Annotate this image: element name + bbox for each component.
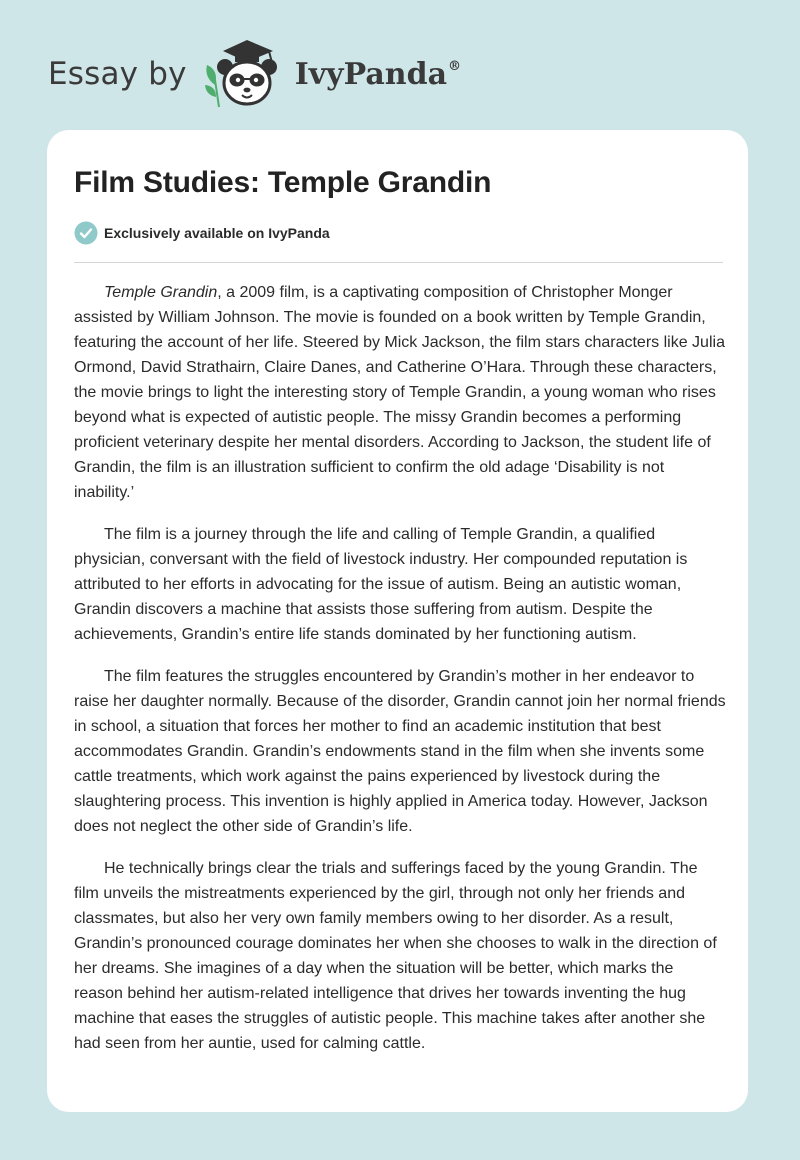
- divider: [74, 262, 723, 263]
- paragraph: [74, 280, 726, 505]
- essay-body: [74, 280, 726, 1073]
- essay-card: [47, 130, 748, 1112]
- exclusive-badge: [74, 221, 330, 245]
- paragraph: He technically brings clear the trials and sufferings faced by the young Grandin. The film unveils the mistreatments experienced by the girl, through not only her friends and classmates, but also her very own family members owing to her disorder. As a result, Grandin’s pronounced courage dominates her when she chooses to walk in the direction of her dreams. She imagines of a day when the situation will be better, which marks the reason behind her autism-related intelligence that drives her towards inventing the hug machine that eases the struggles of autistic people. This machine takes after another she had seen from her auntie, used for calming cattle.: [74, 860, 717, 1052]
- paragraph: The film is a journey through the life and calling of Temple Grandin, a qualified physician, conversant with the field of livestock industry. Her compounded reputation is attributed to her efforts in advocating for the issue of autism. Being an autistic woman, Grandin discovers a machine that assists those suffering from autism. Despite the achievements, Grandin’s entire life stands dominated by her functioning autism.: [74, 526, 688, 643]
- film-title: Temple Grandin: [104, 284, 218, 301]
- paragraph-text: , a 2009 film, is a captivating composition of Christopher Monger assisted by William Johnson. The movie is founded on a book written by Temple Grandin, featuring the account of her life. Steered by Mick Jackson, the film stars characters like Julia Ormond, David Strathairn, Claire Danes, and Catherine O’Hara. Through these characters, the movie brings to light the interesting story of Temple Grandin, a young woman who rises beyond what is expected of autistic people. The missy Grandin becomes a performing proficient veterinary despite her mental disorders. According to Jackson, the student life of Grandin, the film is an illustration sufficient to confirm the old adage ‘Disability is not inability.’: [74, 284, 725, 501]
- panda-graduate-logo-icon[interactable]: [201, 37, 293, 111]
- badge-text: Exclusively available on IvyPanda: [104, 225, 330, 241]
- brand-name[interactable]: IvyPanda®: [294, 56, 462, 92]
- brand-prefix: Essay by: [48, 56, 187, 92]
- page-title: Film Studies: Temple Grandin: [74, 166, 492, 199]
- paragraph: The film features the struggles encountered by Grandin’s mother in her endeavor to raise her daughter normally. Because of the disorder, Grandin cannot join her normal friends in school, a situation that forces her mother to find an academic institution that best accommodates Grandin. Grandin’s endowments stand in the film when she invents some cattle treatments, which work against the pains experienced by livestock during the slaughtering process. This invention is highly applied in America today. However, Jackson does not neglect the other side of Grandin’s life.: [74, 668, 726, 835]
- site-header: [48, 34, 461, 114]
- check-circle-icon: [74, 221, 98, 245]
- registered-mark: ®: [448, 58, 462, 74]
